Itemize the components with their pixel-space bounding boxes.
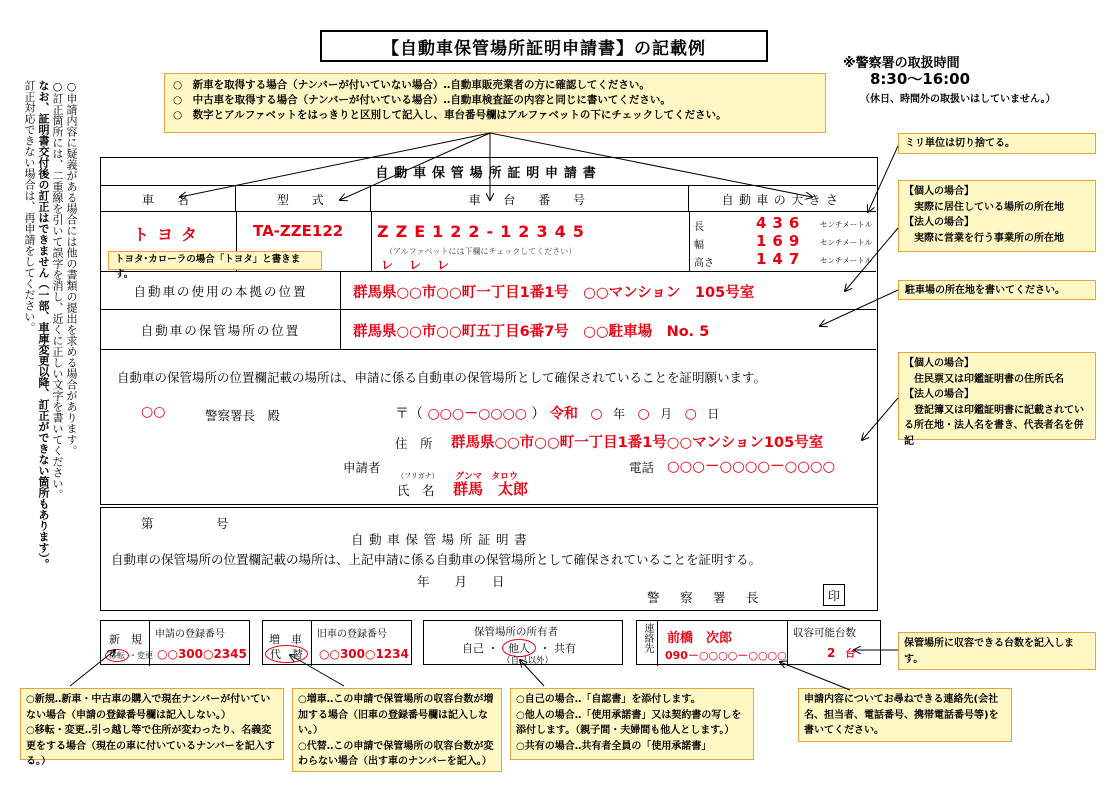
reg-label-2: 旧車の登録番号 xyxy=(317,629,387,640)
note-mm: ミリ単位は切り捨てる。 xyxy=(898,133,1096,154)
note-line: ○増車‥この申請で保管場所の収容台数が増加する場合（旧車の登録番号欄は記入しない。） xyxy=(298,694,494,736)
date-day: ○ xyxy=(684,406,697,422)
month-label: 月 xyxy=(660,407,673,421)
note-line: 実際に居住している場所の所在地 xyxy=(904,201,1064,213)
left-note: ○訂正箇所には、二重線を引いて誤字を消し、近くに正しい文字を書いてください。 xyxy=(51,80,64,500)
size-value: 169 xyxy=(756,232,806,250)
address-label: 住 所 xyxy=(395,436,433,451)
left-note: なお、証明書交付後の訂正はできません（一部、車庫変更以降、訂正ができない箇所もあります）。 xyxy=(37,80,50,570)
size-label: 高さ xyxy=(694,258,714,269)
size-value: 436 xyxy=(756,214,806,232)
police-chief-label: 警察署長 殿 xyxy=(205,408,281,423)
note-line: ○新規‥新車・中古車の購入で現在ナンバーが付いていない場合（申請の登録番号欄は記入しない。） xyxy=(26,694,271,721)
arrow xyxy=(340,133,490,200)
owner-other: 他人 xyxy=(502,639,536,657)
phone-value: ○○○－○○○○－○○○○ xyxy=(667,459,836,475)
cert-date: 年 月 日 xyxy=(417,574,505,589)
address-value: 群馬県○○市○○町一丁目1番1号○○マンション105号室 xyxy=(451,435,824,451)
applicant-label: 申請者 xyxy=(343,460,381,475)
col-model: 型 式 xyxy=(236,186,371,212)
request-text: 自動車の保管場所の位置欄記載の場所は、申請に係る自動車の保管場所として確保されていることを証明願います。 xyxy=(117,370,767,385)
note-parking: 駐車場の所在地を書いてください。 xyxy=(898,280,1096,300)
postal-close: ） xyxy=(531,406,546,422)
capacity-label: 収容可能台数 xyxy=(793,627,856,639)
new-label: 新 規 xyxy=(109,633,142,646)
note-capacity: 保管場所に収容できる台数を記入します。 xyxy=(898,632,1096,670)
arrow xyxy=(180,133,490,197)
postal-code: ○○○－○○○○ xyxy=(427,406,527,422)
phone-label: 電話 xyxy=(629,460,655,475)
size-unit: センチメートル xyxy=(820,220,873,229)
top-note: ○ 中古車を取得する場合（ナンバーが付いている場合）‥自動車検査証の内容と同じに書いてください。 xyxy=(173,94,671,107)
toyota-note: トヨタ･カローラの場合「トヨタ」と書きます。 xyxy=(108,251,322,270)
police-station-name: ○○ xyxy=(141,404,166,420)
col-size: 自動車の大きさ xyxy=(721,192,844,207)
applicant-name: 群馬 太郎 xyxy=(453,480,529,498)
storage-location-value: 群馬県○○市○○町五丁目6番7号 ○○駐車場 No. 5 xyxy=(353,324,710,340)
arrow xyxy=(845,228,898,291)
note-line: 【法人の場合】 xyxy=(904,389,974,400)
year-label: 年 xyxy=(613,407,626,421)
add-label: 増 車 xyxy=(269,633,302,646)
contact-label: 連絡先 xyxy=(642,623,653,653)
owner-self: 自己 xyxy=(462,642,484,655)
cert-chief: 警 察 署 長 xyxy=(647,590,763,605)
day-label: 日 xyxy=(707,407,720,421)
chassis-number-value: ZZE122-12345 xyxy=(377,222,591,241)
contact-name: 前橋 次郎 xyxy=(667,631,733,646)
owner-options: 自己 ・ 他人 ・ 共有 xyxy=(462,639,576,657)
arrow xyxy=(520,660,544,686)
note-line: 住民票又は印鑑証明書の住所氏名 xyxy=(904,373,1064,385)
size-label: 長 xyxy=(694,222,704,233)
capacity-unit: 台 xyxy=(845,649,856,660)
top-note: ○ 新車を取得する場合（ナンバーが付いていない場合）‥自動車販売業者の方に確認してください。 xyxy=(173,79,650,91)
postal-mark: 〒（ xyxy=(395,406,423,422)
date-month: ○ xyxy=(637,406,650,422)
move-change: 移転 ・変更 xyxy=(105,649,153,662)
top-note: ○ 数字とアルファベットをはっきりと区別して記入し、車台番号欄はアルファベットの下にチェックしてください。 xyxy=(173,109,727,122)
left-note: 訂正対応できない場合は、再申請をしてください。 xyxy=(23,80,36,333)
note-line: 登記簿又は印鑑証明書に記載されている所在地・法人名を書き、代表者名を併記 xyxy=(904,404,1084,447)
cert-header: 自動車保管場所証明書 xyxy=(351,532,533,547)
arrow xyxy=(862,398,898,440)
era-value: 令和 xyxy=(549,406,578,422)
name-label: 氏 名 xyxy=(397,483,435,498)
note-line: 【法人の場合】 xyxy=(904,217,974,228)
reg-label-1: 申請の登録番号 xyxy=(155,629,225,640)
note-contact: 申請内容についてお尋ねできる連絡先(会社名、担当者、電話番号、携帯電話番号等)を書いてください。 xyxy=(798,688,1012,742)
note-line: 実際に営業を行う事業所の所在地 xyxy=(904,232,1064,244)
cert-number-label: 第 号 xyxy=(141,516,229,531)
reg-value-2: ○○300○1234 xyxy=(319,647,409,661)
size-unit: センチメートル xyxy=(820,256,873,265)
note-line: 【個人の場合】 xyxy=(904,186,974,197)
capacity-value: 2 xyxy=(827,646,836,660)
chassis-hint: （アルファベットには下欄にチェックしてください） xyxy=(385,247,577,256)
date-year: ○ xyxy=(590,406,603,422)
note-line: 【個人の場合】 xyxy=(904,358,974,369)
vehicle-model-value: TA-ZZE122 xyxy=(253,222,344,240)
size-unit: センチメートル xyxy=(820,238,873,247)
cert-text: 自動車の保管場所の位置欄記載の場所は、上記申請に係る自動車の保管場所として確保されていることを証明する。 xyxy=(111,552,762,567)
owner-label: 保管場所の所有者 xyxy=(474,626,558,638)
swap-label: 代 替 xyxy=(265,645,308,663)
col-chassis: 車 台 番 号 xyxy=(371,186,689,212)
form-header: 自動車保管場所証明申請書 xyxy=(101,158,876,186)
arrow xyxy=(780,662,850,690)
note-line: ○共有の場合‥共有者全員の「使用承諾書」 xyxy=(516,740,712,752)
owner-other-note: （自己以外） xyxy=(502,656,554,666)
base-location-label: 自動車の使用の本拠の位置 xyxy=(101,272,341,310)
left-note: ○申請内容に疑義がある場合には他の書類の提出を求める場合があります。 xyxy=(65,80,78,456)
owner-shared: 共有 xyxy=(554,642,576,655)
chassis-checks: レ レ レ xyxy=(381,258,452,272)
size-label: 幅 xyxy=(694,240,704,251)
storage-location-label: 自動車の保管場所の位置 xyxy=(101,310,341,350)
page-title: 【自動車保管場所証明申請書】の記載例 xyxy=(320,30,768,62)
col-name: 車 名 xyxy=(101,186,236,212)
vehicle-name-value: トヨタ xyxy=(133,225,206,244)
note-line: ○自己の場合‥「自認書」を添付します。 xyxy=(516,694,701,705)
note-line: ○他人の場合‥「使用承諾書」又は契約書の写しを添付します。（親子間・夫婦間も他人とします。） xyxy=(516,709,742,736)
arrow xyxy=(290,655,344,686)
change-label: 変更 xyxy=(137,651,153,660)
arrow xyxy=(490,133,812,197)
furigana-value: グンマ タロウ xyxy=(455,472,519,482)
hours-time: 8:30～16:00 xyxy=(870,70,971,88)
arrow xyxy=(70,650,115,686)
reg-value-1: ○○300○2345 xyxy=(157,647,247,661)
contact-phone: 090－○○○○－○○○○ xyxy=(665,649,787,662)
base-location-value: 群馬県○○市○○町一丁目1番1号 ○○マンション 105号室 xyxy=(353,285,755,301)
arrow xyxy=(820,290,898,326)
furigana-label: （フリガナ） xyxy=(397,472,439,480)
seal-box: 印 xyxy=(823,584,845,606)
hours-heading: ※警察署の取扱時間 xyxy=(843,56,960,71)
size-value: 147 xyxy=(756,250,806,268)
arrow xyxy=(868,146,898,212)
hours-note: （休日、時間外の取扱いはしていません。） xyxy=(860,94,1056,105)
move-label: 移転 xyxy=(105,649,129,662)
note-line: ○移転・変更‥引っ越し等で住所が変わったり、名義変更をする場合（現在の車に付いているナンバーを記入する。） xyxy=(26,725,275,767)
note-line: ○代替‥この申請で保管場所の収容台数が変わらない場合（出す車のナンバーを記入。） xyxy=(298,740,494,767)
